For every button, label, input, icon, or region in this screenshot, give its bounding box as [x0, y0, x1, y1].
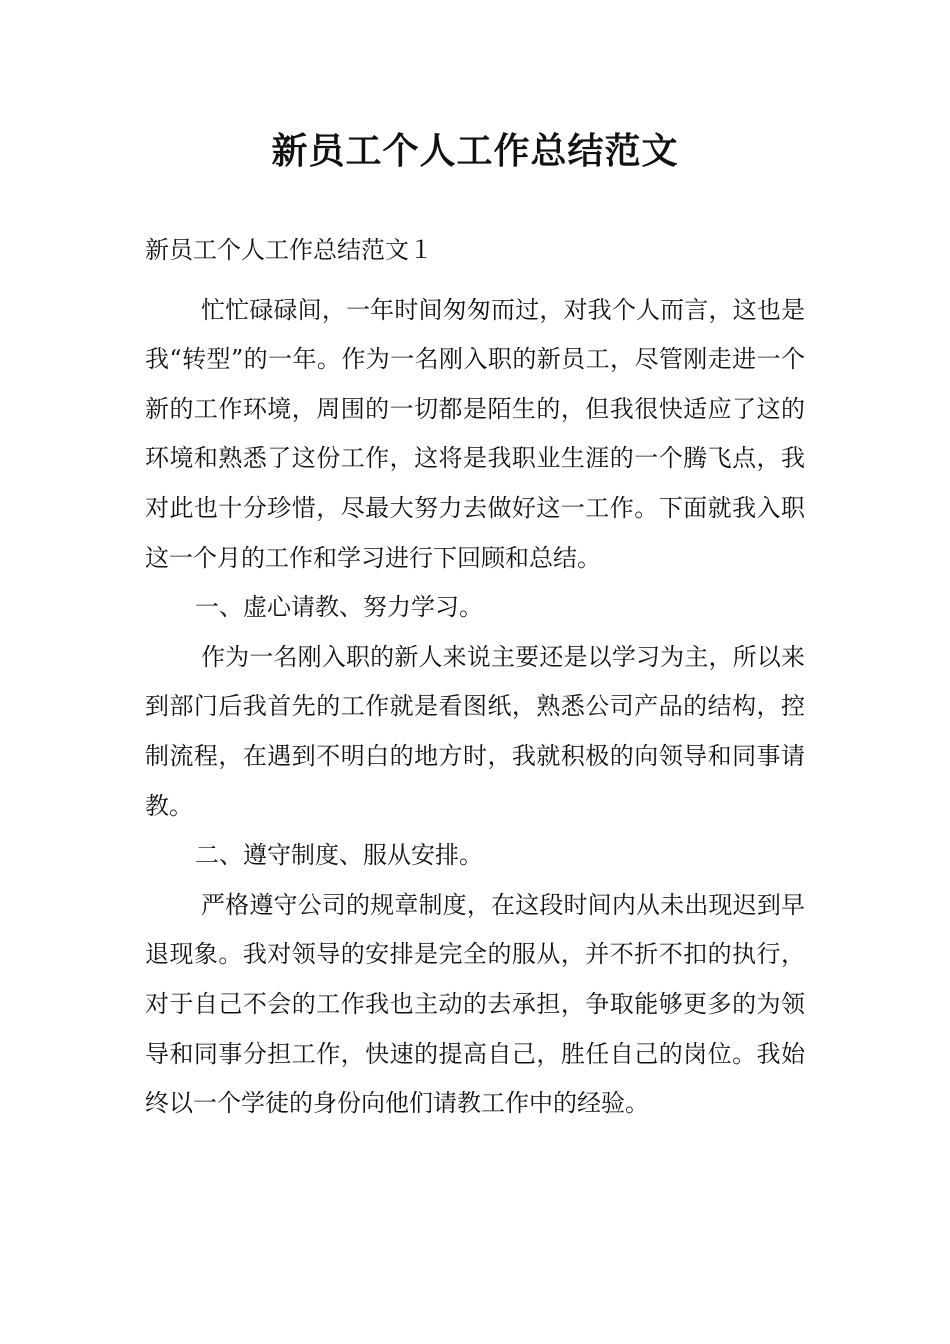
section-heading-2: 二、遵守制度、服从安排。 [195, 841, 483, 870]
paragraph-section-1: 作为一名刚入职的新人来说主要还是以学习为主，所以来到部门后我首先的工作就是看图纸，熟悉公司产品的结构，控制流程，在遇到不明白的地方时，我就积极的向领导和同事请教。 [145, 642, 805, 820]
document-subtitle: 新员工个人工作总结范文１ [145, 236, 433, 264]
paragraph-intro: 忙忙碌碌间，一年时间匆匆而过，对我个人而言，这也是我“转型”的一年。作为一名刚入职的新员工，尽管刚走进一个新的工作环境，周围的一切都是陌生的，但我很快适应了这的环境和熟悉了这份工作，这将是我职业生涯的一个腾飞点，我对此也十分珍惜，尽最大努力去做好这一工作。下面就我入职这一个月的工作和学习进行下回顾和总结。 [145, 295, 805, 572]
paragraph-section-2: 严格遵守公司的规章制度，在这段时间内从未出现迟到早退现象。我对领导的安排是完全的服从，并不折不扣的执行，对于自己不会的工作我也主动的去承担，争取能够更多的为领导和同事分担工作，快速的提高自己，胜任自己的岗位。我始终以一个学徒的身份向他们请教工作中的经验。 [145, 890, 805, 1118]
section-heading-1: 一、虚心请教、努力学习。 [195, 593, 483, 622]
document-body [145, 226, 805, 1129]
document-title: 新员工个人工作总结范文 [271, 131, 679, 172]
